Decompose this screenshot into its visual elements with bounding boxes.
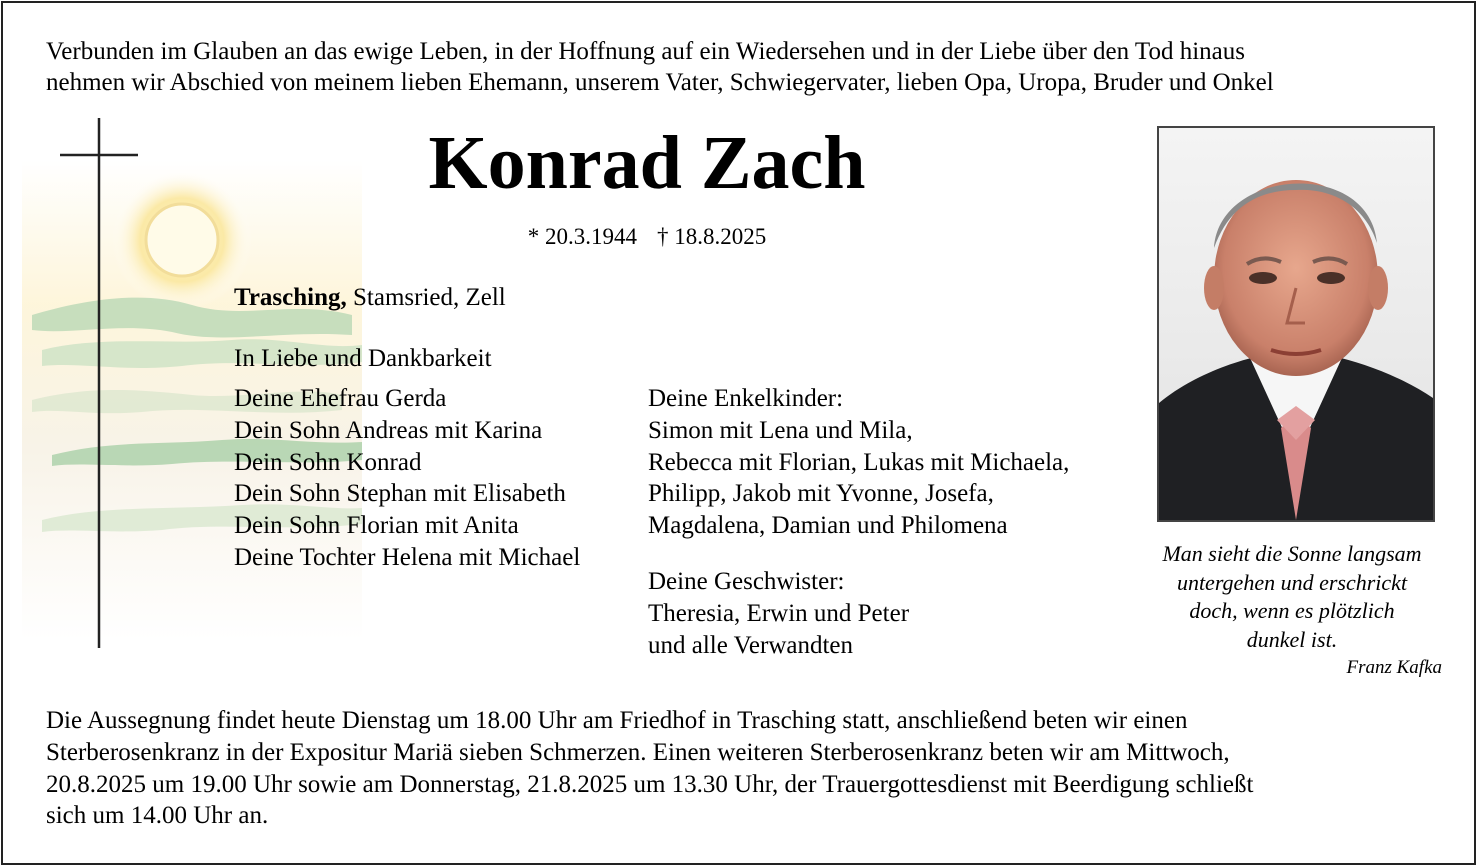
family-member: Deine Tochter Helena mit Michael: [234, 543, 581, 571]
life-dates: [380, 224, 914, 250]
intro-text: [46, 36, 1446, 98]
family-heading: Deine Enkelkinder:: [648, 385, 844, 412]
service-line: 20.8.2025 um 19.00 Uhr sowie am Donnerstag, 21.8.2025 um 13.30 Uhr, der Trauergottesdienst mit Beerdigung schließt: [46, 770, 1254, 798]
quote-author: Franz Kafka: [1346, 657, 1442, 678]
quote-line: doch, wenn es plötzlich: [1189, 598, 1395, 623]
family-member: Theresia, Erwin und Peter: [648, 599, 910, 627]
family-list-left: [234, 383, 580, 574]
family-member: Deine Ehefrau Gerda: [234, 385, 447, 412]
sun-icon: [146, 204, 218, 276]
service-line: Sterberosenkranz in der Expositur Mariä sieben Schmerzen. Einen weiteren Sterberosenkranz beten wir am Mittwoch,: [46, 738, 1230, 766]
family-member: Dein Sohn Konrad: [234, 448, 422, 476]
intro-line: Verbunden im Glauben an das ewige Leben, in der Hoffnung auf ein Wiedersehen und in der Liebe über den Tod hinaus: [46, 38, 1245, 65]
intro-line: nehmen wir Abschied von meinem lieben Ehemann, unserem Vater, Schwiegervater, lieben Opa, Uropa, Bruder und Onkel: [46, 69, 1274, 96]
places: [234, 284, 506, 312]
place-main: Trasching,: [234, 284, 347, 311]
quote: [1136, 540, 1448, 654]
quote-line: Man sieht die Sonne langsam: [1162, 541, 1422, 566]
deceased-name: Konrad Zach: [428, 121, 866, 205]
family-member: Magdalena, Damian und Philomena: [648, 512, 1008, 540]
service-line: sich um 14.00 Uhr an.: [46, 802, 269, 830]
family-heading: Deine Geschwister:: [648, 568, 845, 595]
family-member: Rebecca mit Florian, Lukas mit Michaela,: [648, 448, 1070, 476]
family-list-grandchildren: [648, 383, 1069, 542]
place-rest: Stamsried, Zell: [346, 284, 506, 311]
service-info: [46, 705, 1446, 832]
portrait-photo: [1157, 126, 1435, 522]
family-member: und alle Verwandten: [648, 631, 854, 659]
family-list-siblings: [648, 566, 909, 661]
family-member: Dein Sohn Florian mit Anita: [234, 512, 519, 540]
family-member: Philipp, Jakob mit Yvonne, Josefa,: [648, 480, 994, 508]
family-member: Simon mit Lena und Mila,: [648, 416, 913, 444]
death-date: † 18.8.2025: [657, 224, 767, 249]
family-member: Dein Sohn Andreas mit Karina: [234, 416, 543, 444]
quote-line: dunkel ist.: [1246, 626, 1338, 652]
quote-line: untergehen und erschrickt: [1176, 569, 1408, 595]
family-member: Dein Sohn Stephan mit Elisabeth: [234, 480, 566, 508]
birth-date: * 20.3.1944: [527, 224, 637, 249]
thanks-line: In Liebe und Dankbarkeit: [234, 345, 492, 372]
service-line: Die Aussegnung findet heute Dienstag um 18.00 Uhr am Friedhof in Trasching statt, anschließend beten wir einen: [46, 707, 1188, 734]
